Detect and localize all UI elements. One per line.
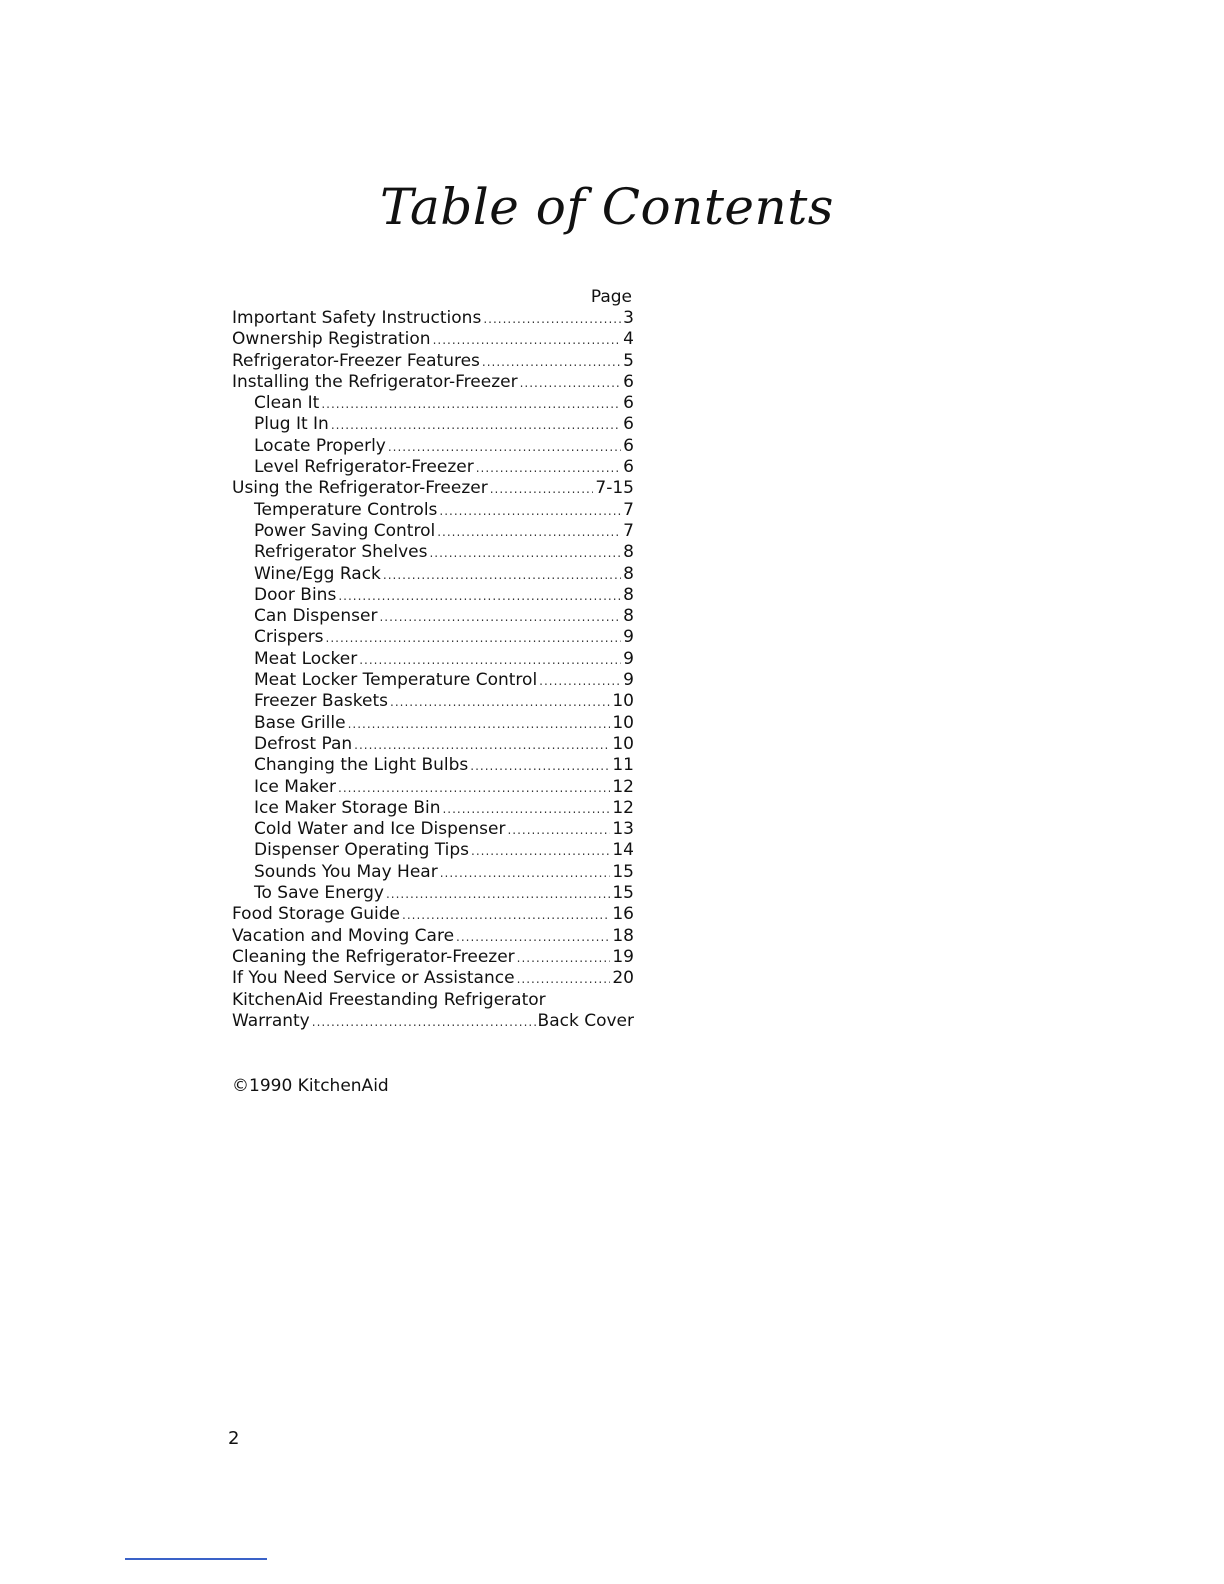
toc-entry-label: Refrigerator Shelves: [254, 542, 428, 563]
toc-entry-label: Ownership Registration: [232, 329, 431, 350]
toc-entry-page: 10: [612, 733, 634, 754]
toc-entry-page: Back Cover: [537, 1010, 634, 1031]
toc-entry-label: Power Saving Control: [254, 520, 436, 541]
toc-entry[interactable]: [232, 798, 634, 819]
toc-entry-page: 7: [623, 499, 634, 520]
toc-entry-page: 16: [612, 904, 634, 925]
toc-entry-page: 8: [623, 563, 634, 584]
dot-leader: [442, 799, 610, 820]
toc-entry[interactable]: [232, 819, 634, 840]
toc-entry-page: 7-15: [595, 478, 634, 499]
toc-entry-page: 10: [612, 712, 634, 733]
toc-entry-label: Installing the Refrigerator-Freezer: [232, 371, 518, 392]
toc-entry[interactable]: [232, 564, 634, 585]
toc-entry-page: 6: [623, 371, 634, 392]
toc-entry-label: Cold Water and Ice Dispenser: [254, 819, 506, 840]
toc-entry[interactable]: [232, 393, 634, 414]
toc-entry-page: 15: [612, 861, 634, 882]
toc-entry-label: Plug It In: [254, 414, 329, 435]
toc-entry[interactable]: [232, 713, 634, 734]
dot-leader: [517, 948, 611, 969]
dot-leader: [379, 607, 621, 628]
toc-entry[interactable]: [232, 926, 634, 947]
toc-entry-page: 18: [612, 925, 634, 946]
toc-entry[interactable]: [232, 883, 634, 904]
toc-entry-label: Temperature Controls: [254, 499, 438, 520]
toc-entry-label: Level Refrigerator-Freezer: [254, 457, 474, 478]
toc-entry-page: 6: [623, 457, 634, 478]
toc-entry-page: 6: [623, 393, 634, 414]
toc-entry[interactable]: [232, 862, 634, 883]
dot-leader: [326, 628, 622, 649]
toc-entry-label: Food Storage Guide: [232, 904, 401, 925]
toc-entry-label: Freezer Baskets: [254, 691, 389, 712]
dot-leader: [470, 756, 610, 777]
dot-leader: [388, 437, 621, 458]
toc-entry-page: 6: [623, 414, 634, 435]
toc-entry-label: Changing the Light Bulbs: [254, 755, 469, 776]
toc-entry-label: KitchenAid Freestanding Refrigerator: [232, 989, 546, 1010]
toc-entry[interactable]: [232, 351, 634, 372]
toc-entry[interactable]: [232, 755, 634, 776]
dot-leader: [321, 394, 621, 415]
dot-leader: [476, 458, 621, 479]
toc-entry[interactable]: [232, 500, 634, 521]
page-column-header: Page: [590, 287, 632, 307]
dot-leader: [386, 884, 610, 905]
toc-entry-page: 14: [612, 840, 634, 861]
toc-entry-warranty[interactable]: [232, 1011, 634, 1032]
page-number: 2: [228, 1428, 240, 1449]
dot-leader: [483, 309, 621, 330]
toc-entry-warranty-heading[interactable]: [232, 990, 634, 1011]
toc-entry-page: 8: [623, 606, 634, 627]
toc-entry[interactable]: [232, 436, 634, 457]
toc-entry-page: 9: [623, 627, 634, 648]
dot-leader: [456, 927, 610, 948]
toc-entry-page: 11: [612, 755, 634, 776]
table-of-contents: [232, 286, 634, 1032]
dot-leader: [439, 501, 621, 522]
toc-entry[interactable]: [232, 478, 634, 499]
dot-leader: [539, 671, 621, 692]
toc-entry-page: 20: [612, 968, 634, 989]
toc-entry-page: 19: [612, 946, 634, 967]
toc-entry-label: Warranty: [232, 1010, 310, 1031]
toc-entry[interactable]: [232, 777, 634, 798]
toc-entry[interactable]: [232, 606, 634, 627]
toc-entry[interactable]: [232, 840, 634, 861]
toc-entry-label: Refrigerator-Freezer Features: [232, 350, 480, 371]
dot-leader: [402, 905, 610, 926]
toc-entry[interactable]: [232, 372, 634, 393]
dot-leader: [471, 841, 610, 862]
toc-entry-label: Crispers: [254, 627, 324, 648]
dot-leader: [354, 735, 610, 756]
copyright-notice: ©1990 KitchenAid: [232, 1076, 389, 1096]
toc-entry-label: Important Safety Instructions: [232, 308, 482, 328]
toc-entry[interactable]: [232, 947, 634, 968]
dot-leader: [490, 479, 594, 500]
dot-leader: [312, 1012, 536, 1033]
toc-entry-label: Base Grille: [254, 712, 346, 733]
toc-entry-label: Cleaning the Refrigerator-Freezer: [232, 946, 515, 967]
dot-leader: [517, 969, 611, 990]
toc-entry-label: Wine/Egg Rack: [254, 563, 381, 584]
toc-entry[interactable]: [232, 457, 634, 478]
toc-entry-page: 4: [623, 329, 634, 350]
toc-entry-page: 12: [612, 797, 634, 818]
toc-entry[interactable]: [232, 968, 634, 989]
toc-entry-label: Ice Maker Storage Bin: [254, 797, 441, 818]
dot-leader: [383, 565, 621, 586]
toc-entry-label: Meat Locker: [254, 648, 358, 669]
toc-entry-label: Defrost Pan: [254, 733, 353, 754]
dot-leader: [507, 820, 610, 841]
page-title: Table of Contents: [380, 178, 834, 236]
toc-entry[interactable]: [232, 521, 634, 542]
dot-leader: [338, 586, 621, 607]
toc-entry-label: Sounds You May Hear: [254, 861, 438, 882]
toc-entry[interactable]: [232, 414, 634, 435]
toc-entry[interactable]: [232, 329, 634, 350]
dot-leader: [338, 778, 610, 799]
toc-entry-page: 8: [623, 542, 634, 563]
toc-entry-page: 10: [612, 691, 634, 712]
toc-entry-page: 3: [623, 308, 634, 328]
dot-leader: [437, 522, 621, 543]
toc-entry-page: 12: [612, 776, 634, 797]
dot-leader: [390, 692, 610, 713]
dot-leader: [429, 543, 621, 564]
toc-entry-label: Door Bins: [254, 584, 337, 605]
toc-entry-label: Vacation and Moving Care: [232, 925, 455, 946]
dot-leader: [482, 352, 621, 373]
toc-entry[interactable]: [232, 542, 634, 563]
dot-leader: [348, 714, 611, 735]
toc-entry[interactable]: [232, 734, 634, 755]
dot-leader: [359, 650, 621, 671]
toc-entry[interactable]: [232, 670, 634, 691]
toc-entry-label: Ice Maker: [254, 776, 336, 797]
toc-entry-page: 5: [623, 350, 634, 371]
dot-leader: [520, 373, 622, 394]
toc-entry-label: Using the Refrigerator-Freezer: [232, 478, 488, 499]
toc-entries: [232, 308, 634, 990]
toc-entry-label: Clean It: [254, 393, 320, 414]
toc-entry-label: To Save Energy: [254, 883, 384, 904]
toc-entry-page: 7: [623, 520, 634, 541]
toc-entry-label: If You Need Service or Assistance: [232, 968, 515, 989]
dot-leader: [440, 863, 611, 884]
dot-leader: [433, 330, 622, 351]
toc-entry-label: Can Dispenser: [254, 606, 378, 627]
toc-entry-page: 15: [612, 883, 634, 904]
toc-entry[interactable]: [232, 691, 634, 712]
toc-entry-page: 13: [612, 819, 634, 840]
toc-entry[interactable]: [232, 308, 634, 329]
toc-entry[interactable]: [232, 627, 634, 648]
toc-entry-label: Meat Locker Temperature Control: [254, 670, 538, 691]
toc-entry-page: 8: [623, 584, 634, 605]
toc-entry[interactable]: [232, 904, 634, 925]
toc-entry-page: 6: [623, 435, 634, 456]
dot-leader: [331, 415, 621, 436]
toc-entry[interactable]: [232, 649, 634, 670]
toc-entry-label: Locate Properly: [254, 435, 386, 456]
toc-entry-page: 9: [623, 670, 634, 691]
toc-entry-page: 9: [623, 648, 634, 669]
footer-rule: [125, 1558, 267, 1560]
toc-entry[interactable]: [232, 585, 634, 606]
toc-entry-label: Dispenser Operating Tips: [254, 840, 470, 861]
